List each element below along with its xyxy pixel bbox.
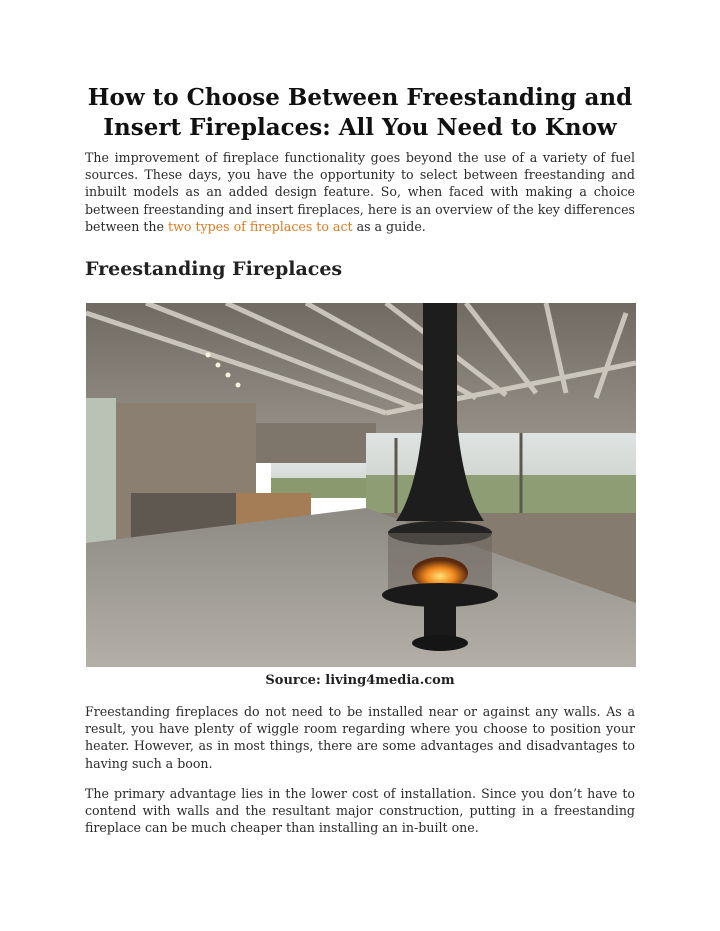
paragraph-installation-cost: The primary advantage lies in the lower cost of installation. Since you don’t have to contend with walls and the resultant major construction, putting in a freestanding fireplace can be much cheaper than installing an in-built one. bbox=[85, 786, 635, 836]
intro-text: The improvement of fireplace functionality goes beyond the use of a variety of fuel sources. These days, you have the opportunity to select between freestanding and inbuilt models as an added design feature. So, when faced with making a choice between freestanding and insert fireplaces, here is an overview of the key differences between the bbox=[85, 150, 635, 234]
fireplace-types-link[interactable]: two types of fireplaces to act bbox=[168, 218, 353, 234]
intro-paragraph bbox=[85, 149, 635, 235]
page-title: How to Choose Between Freestanding and Insert Fireplaces: All You Need to Know bbox=[87, 84, 633, 141]
section-heading: Freestanding Fireplaces bbox=[85, 258, 343, 280]
image-caption: Source: living4media.com bbox=[265, 673, 455, 688]
intro-end-text: as a guide. bbox=[352, 218, 426, 234]
paragraph-freestanding-placement: Freestanding fireplaces do not need to be installed near or against any walls. As a result, you have plenty of wiggle room regarding where you choose to position your heater. However, as in most things, there are some advantages and disadvantages to having such a boon. bbox=[85, 704, 635, 771]
fireplace-photo bbox=[86, 303, 636, 667]
